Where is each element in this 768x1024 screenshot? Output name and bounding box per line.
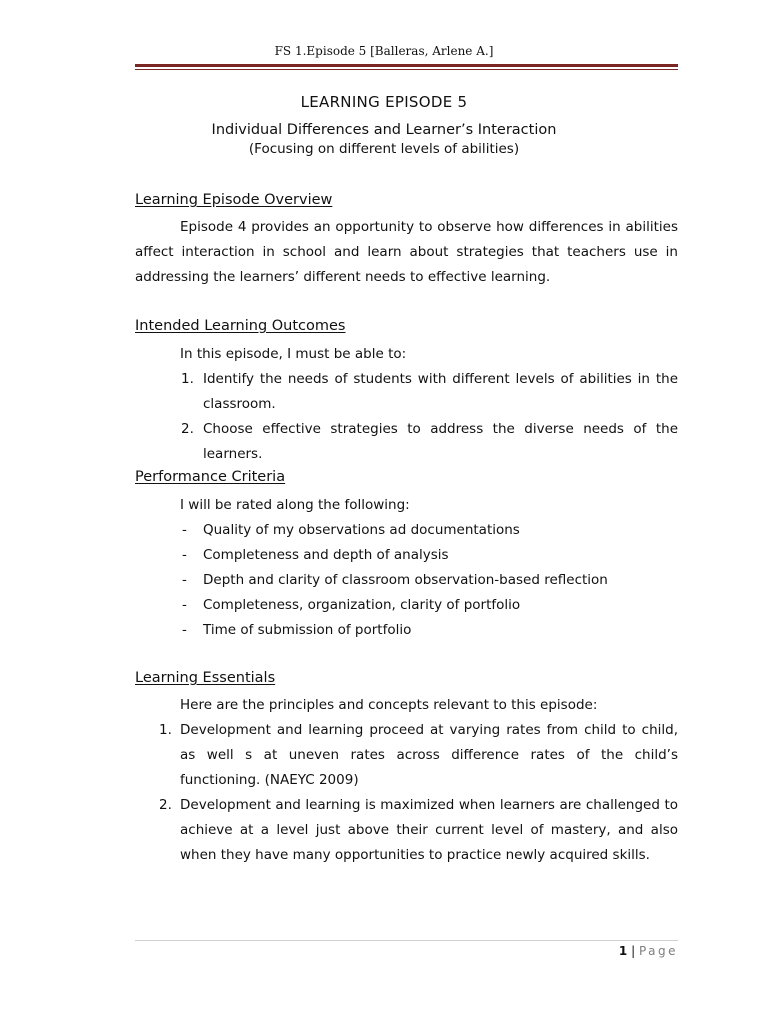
page-subtitle-note: (Focusing on different levels of abilities) xyxy=(248,141,520,157)
overview-paragraph xyxy=(135,215,678,290)
criteria-bullet: - xyxy=(182,622,187,638)
criteria-bullet: - xyxy=(182,547,187,563)
page-separator: | xyxy=(631,944,636,958)
outcome-number: 1. xyxy=(181,371,194,387)
overview-heading: Learning Episode Overview xyxy=(135,192,333,208)
criteria-item: Time of submission of portfolio xyxy=(203,622,412,638)
criteria-item: Completeness and depth of analysis xyxy=(203,547,449,563)
essential-number: 2. xyxy=(159,797,172,813)
page-title: LEARNING EPISODE 5 xyxy=(300,93,468,111)
page-subtitle: Individual Differences and Learner’s Interaction xyxy=(211,122,557,138)
page-number: 1 xyxy=(618,944,628,958)
essentials-intro: Here are the principles and concepts relevant to this episode: xyxy=(180,697,598,713)
criteria-bullet: - xyxy=(182,597,187,613)
header-rule-thick xyxy=(135,64,678,67)
essentials-heading: Learning Essentials xyxy=(135,670,276,686)
outcomes-heading: Intended Learning Outcomes xyxy=(135,318,346,334)
criteria-bullet: - xyxy=(182,522,187,538)
footer-rule xyxy=(135,940,678,941)
outcome-item: Identify the needs of students with different levels of abilities in the classroom. xyxy=(203,371,678,412)
criteria-item: Completeness, organization, clarity of portfolio xyxy=(203,597,521,613)
overview-text: Episode 4 provides an opportunity to observe how differences in abilities affect interaction in school and learn about strategies that teachers use in addressing the learners’ different needs to effective learning. xyxy=(135,219,678,285)
outcome-number: 2. xyxy=(181,421,194,437)
criteria-item: Quality of my observations ad documentations xyxy=(203,522,520,538)
criteria-intro: I will be rated along the following: xyxy=(180,497,410,513)
essential-item: Development and learning is maximized when learners are challenged to achieve at a level just above their current level of mastery, and also when they have many opportunities to practice newly acquired skills. xyxy=(180,797,678,863)
essential-number: 1. xyxy=(159,722,172,738)
criteria-item: Depth and clarity of classroom observation-based reflection xyxy=(203,572,608,588)
essential-item: Development and learning proceed at varying rates from child to child, as well s at uneven rates across difference rates of the child’s functioning. (NAEYC 2009) xyxy=(180,722,678,788)
criteria-heading: Performance Criteria xyxy=(135,469,286,485)
page-label: Page xyxy=(638,944,678,958)
header-rule-thin xyxy=(135,69,678,70)
criteria-bullet: - xyxy=(182,572,187,588)
outcome-item: Choose effective strategies to address the diverse needs of the learners. xyxy=(203,421,678,462)
running-header: FS 1.Episode 5 [Balleras, Arlene A.] xyxy=(274,44,494,58)
outcomes-intro: In this episode, I must be able to: xyxy=(180,346,407,362)
page-footer xyxy=(619,944,678,958)
